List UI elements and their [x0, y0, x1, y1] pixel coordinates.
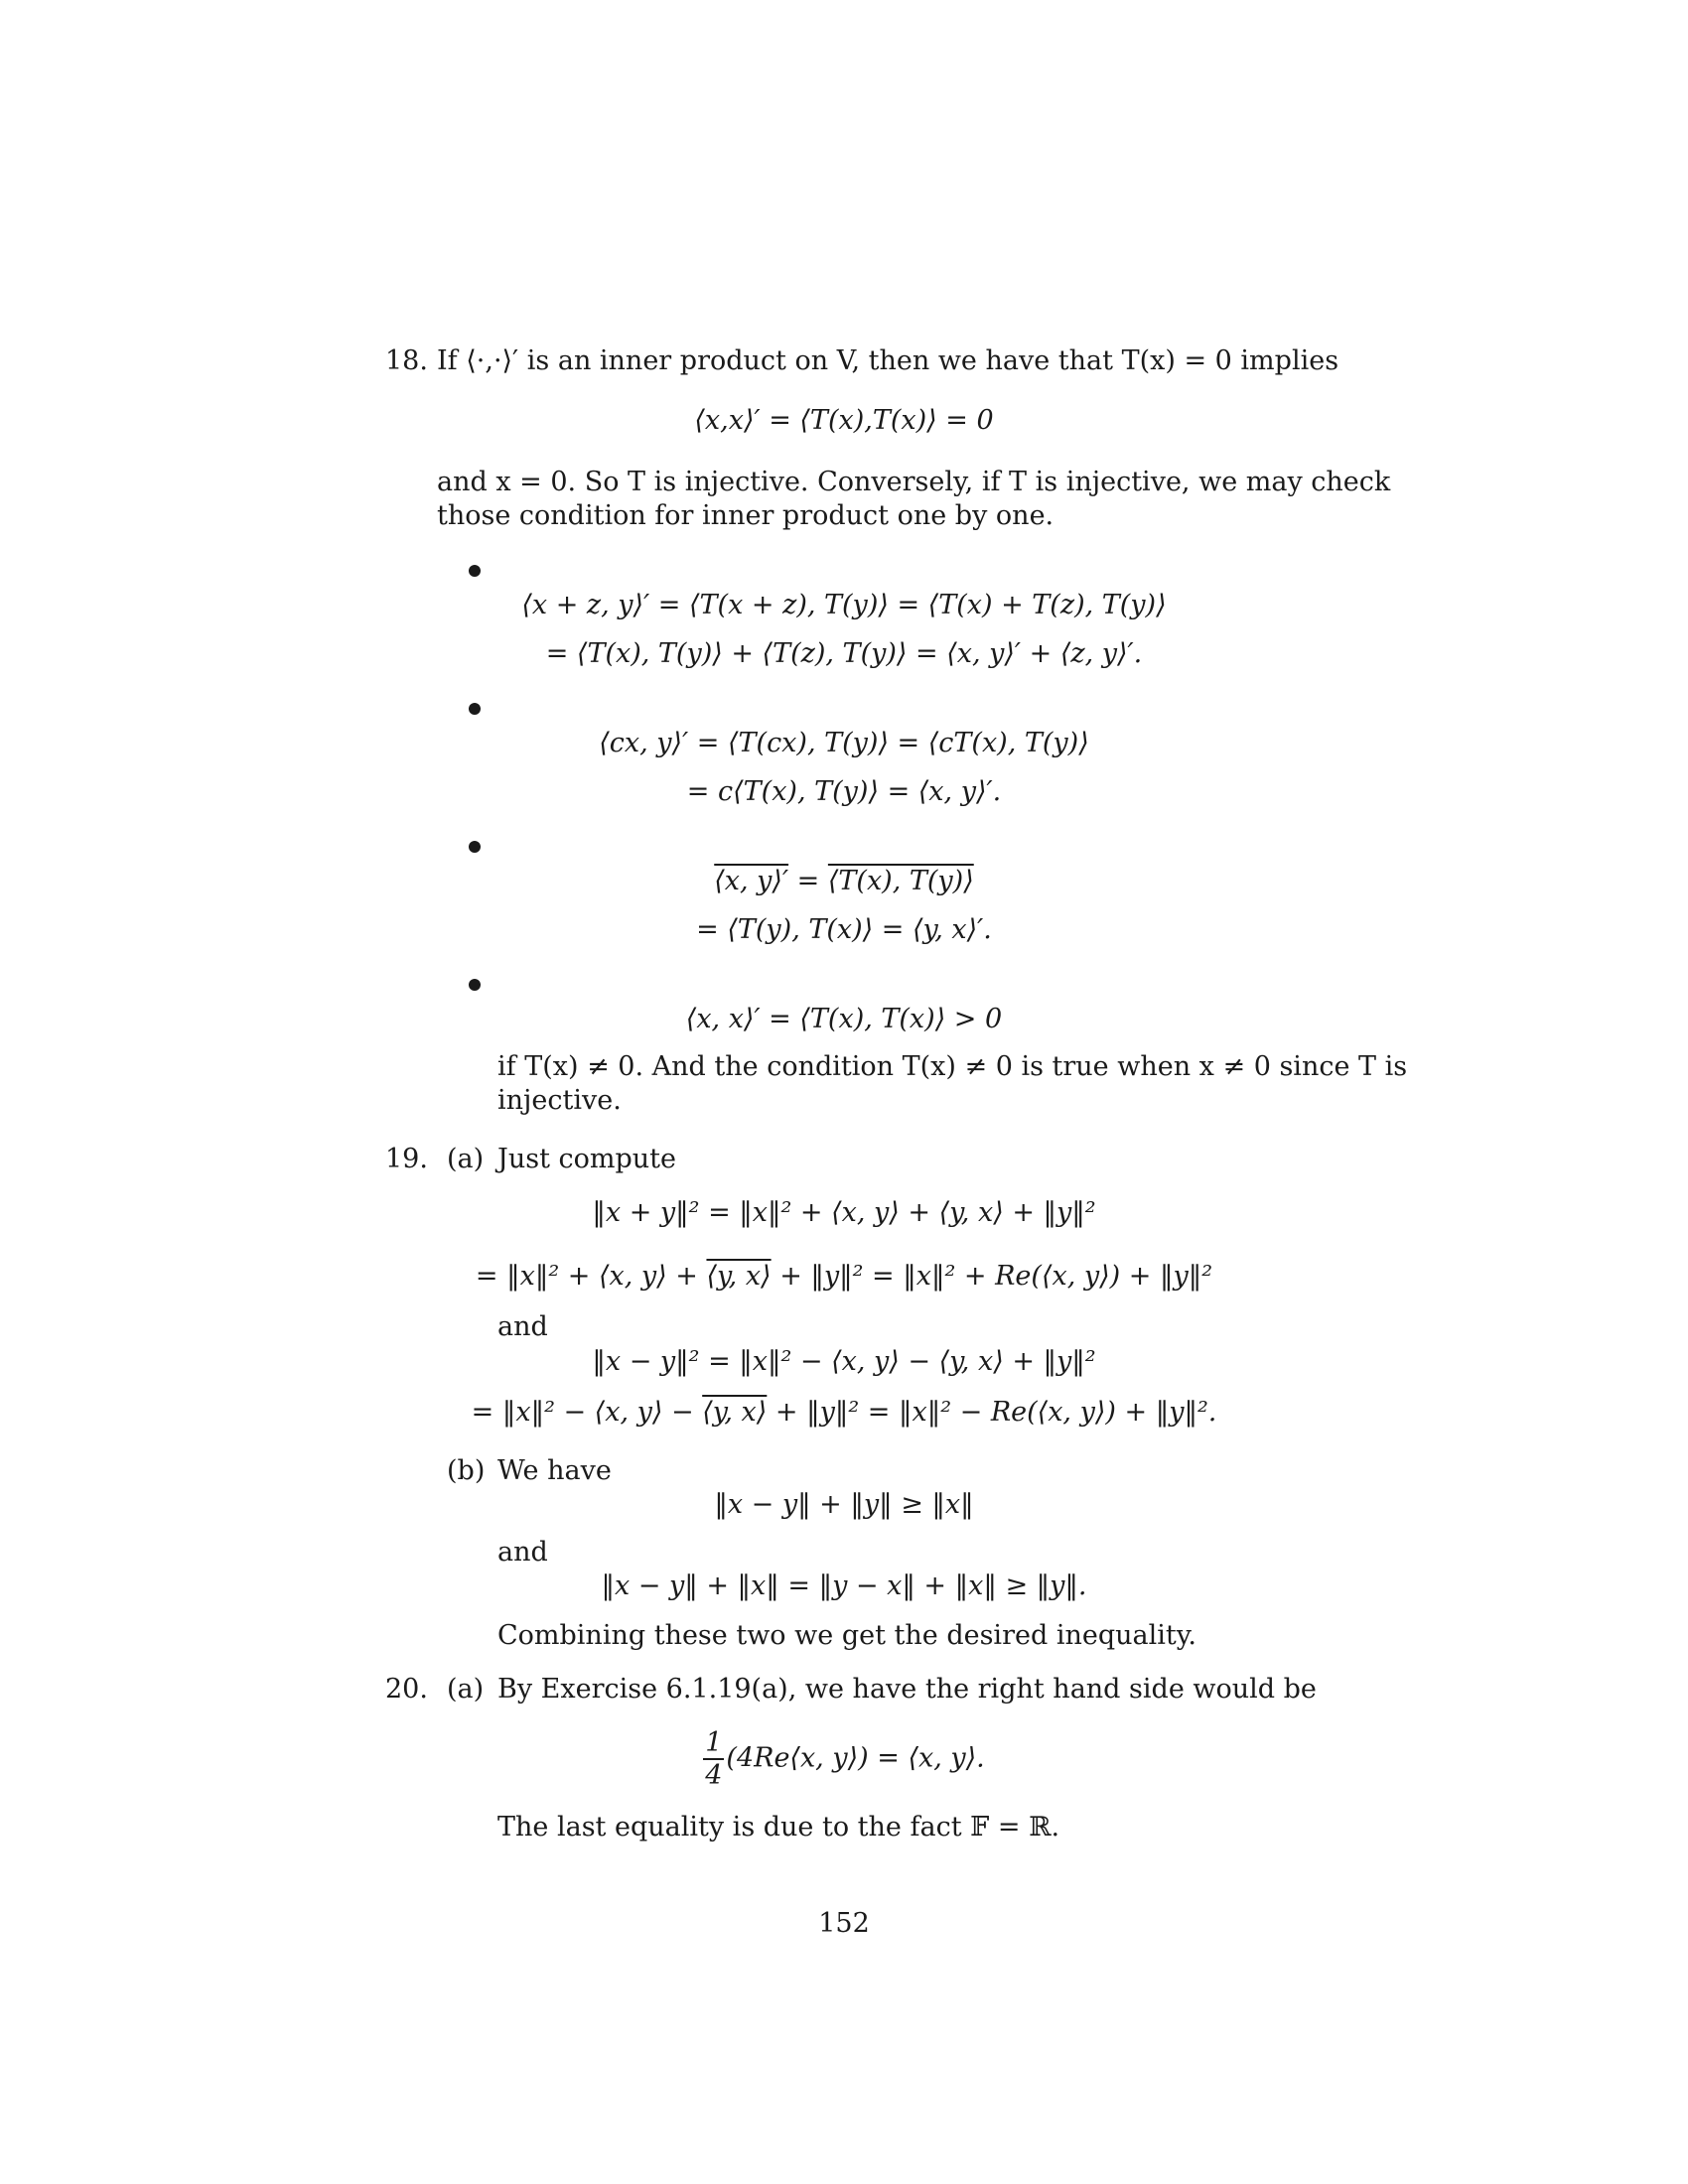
eq-part: + ‖y‖² = ‖x‖² − Re(⟨x, y⟩) + ‖y‖². — [767, 1397, 1217, 1428]
problem-19-b-text: We have — [497, 1455, 612, 1486]
bullet-2-eq-line2: = c⟨T(x), T(y)⟩ = ⟨x, y⟩′. — [686, 776, 1002, 807]
problem-19-a-text: Just compute — [497, 1144, 676, 1174]
problem-19-b-conclusion: Combining these two we get the desired inequality. — [497, 1620, 1196, 1651]
and-text-1: and — [497, 1311, 548, 1342]
bullet-4-text-line2: injective. — [497, 1085, 622, 1116]
and-text-2: and — [497, 1537, 548, 1568]
equation-20a-rest: (4Re⟨x, y⟩) = ⟨x, y⟩. — [726, 1742, 985, 1774]
equation-20a — [0, 1727, 1688, 1791]
problem-18-intro: If ⟨·,·⟩′ is an inner product on V, then we have that T(x) = 0 implies — [437, 345, 1339, 376]
fraction-numerator: 1 — [703, 1727, 724, 1760]
fraction-one-quarter — [703, 1727, 724, 1791]
bullet-2 — [469, 703, 481, 715]
eq-part: = ‖x‖² + ⟨x, y⟩ + — [475, 1261, 707, 1292]
bullet-4-eq: ⟨x, x⟩′ = ⟨T(x), T(x)⟩ > 0 — [685, 1004, 1003, 1034]
bullet-3-eq-line2: = ⟨T(y), T(x)⟩ = ⟨y, x⟩′. — [696, 914, 992, 945]
page-number: 152 — [818, 1908, 870, 1939]
problem-18-para-line1: and x = 0. So T is injective. Conversely, if T is injective, we may check — [437, 467, 1391, 497]
bullet-4-text-line1: if T(x) ≠ 0. And the condition T(x) ≠ 0 is true when x ≠ 0 since T is — [497, 1051, 1408, 1082]
bullet-1 — [469, 565, 481, 577]
bullet-3-eq-line1 — [0, 868, 1688, 894]
equation-19b-2: ‖x − y‖ + ‖x‖ = ‖y − x‖ + ‖x‖ ≥ ‖y‖. — [601, 1570, 1087, 1601]
equation-19a-2-line2 — [0, 1399, 1688, 1426]
bullet-2-eq-line1: ⟨cx, y⟩′ = ⟨T(cx), T(y)⟩ = ⟨cT(x), T(y)⟩ — [599, 728, 1089, 758]
bullet-1-eq-line2: = ⟨T(x), T(y)⟩ + ⟨T(z), T(y)⟩ = ⟨x, y⟩′ + ⟨z, y⟩′. — [545, 638, 1143, 669]
equation-19a-2-line1: ‖x − y‖² = ‖x‖² − ⟨x, y⟩ − ⟨y, x⟩ + ‖y‖² — [592, 1346, 1096, 1377]
problem-20-a-text: By Exercise 6.1.19(a), we have the right hand side would be — [497, 1674, 1317, 1705]
problem-18-number: 18. — [385, 345, 428, 376]
problem-20-conclusion: The last equality is due to the fact 𝔽 = ℝ. — [497, 1812, 1060, 1843]
bullet-3 — [469, 841, 481, 853]
problem-19-b-label: (b) — [447, 1455, 486, 1486]
problem-19-number: 19. — [385, 1144, 428, 1174]
bullet-4 — [469, 979, 481, 991]
fraction-denominator: 4 — [705, 1760, 723, 1792]
equation-19a-1-line1: ‖x + y‖² = ‖x‖² + ⟨x, y⟩ + ⟨y, x⟩ + ‖y‖² — [592, 1197, 1096, 1228]
problem-20-number: 20. — [385, 1674, 428, 1705]
equals-sign: = — [788, 866, 828, 896]
eq-part: = ‖x‖² − ⟨x, y⟩ − — [471, 1397, 703, 1428]
conjugate-term: ⟨y, x⟩ — [706, 1261, 772, 1292]
problem-20-a-label: (a) — [447, 1674, 485, 1705]
conjugate-inner-product-t: ⟨T(x), T(y)⟩ — [827, 866, 974, 896]
eq-part: + ‖y‖² = ‖x‖² + Re(⟨x, y⟩) + ‖y‖² — [771, 1261, 1213, 1292]
bullet-1-eq-line1: ⟨x + z, y⟩′ = ⟨T(x + z), T(y)⟩ = ⟨T(x) + T(z), T(y)⟩ — [521, 590, 1167, 620]
equation-19b-1: ‖x − y‖ + ‖y‖ ≥ ‖x‖ — [714, 1489, 974, 1520]
problem-18-para-line2: those condition for inner product one by one. — [437, 500, 1055, 531]
conjugate-term: ⟨y, x⟩ — [702, 1397, 768, 1428]
conjugate-inner-product-prime: ⟨x, y⟩′ — [714, 866, 789, 896]
equation-18-1: ⟨x,x⟩′ = ⟨T(x),T(x)⟩ = 0 — [694, 405, 994, 436]
equation-19a-1-line2 — [0, 1263, 1688, 1290]
problem-19-a-label: (a) — [447, 1144, 485, 1174]
